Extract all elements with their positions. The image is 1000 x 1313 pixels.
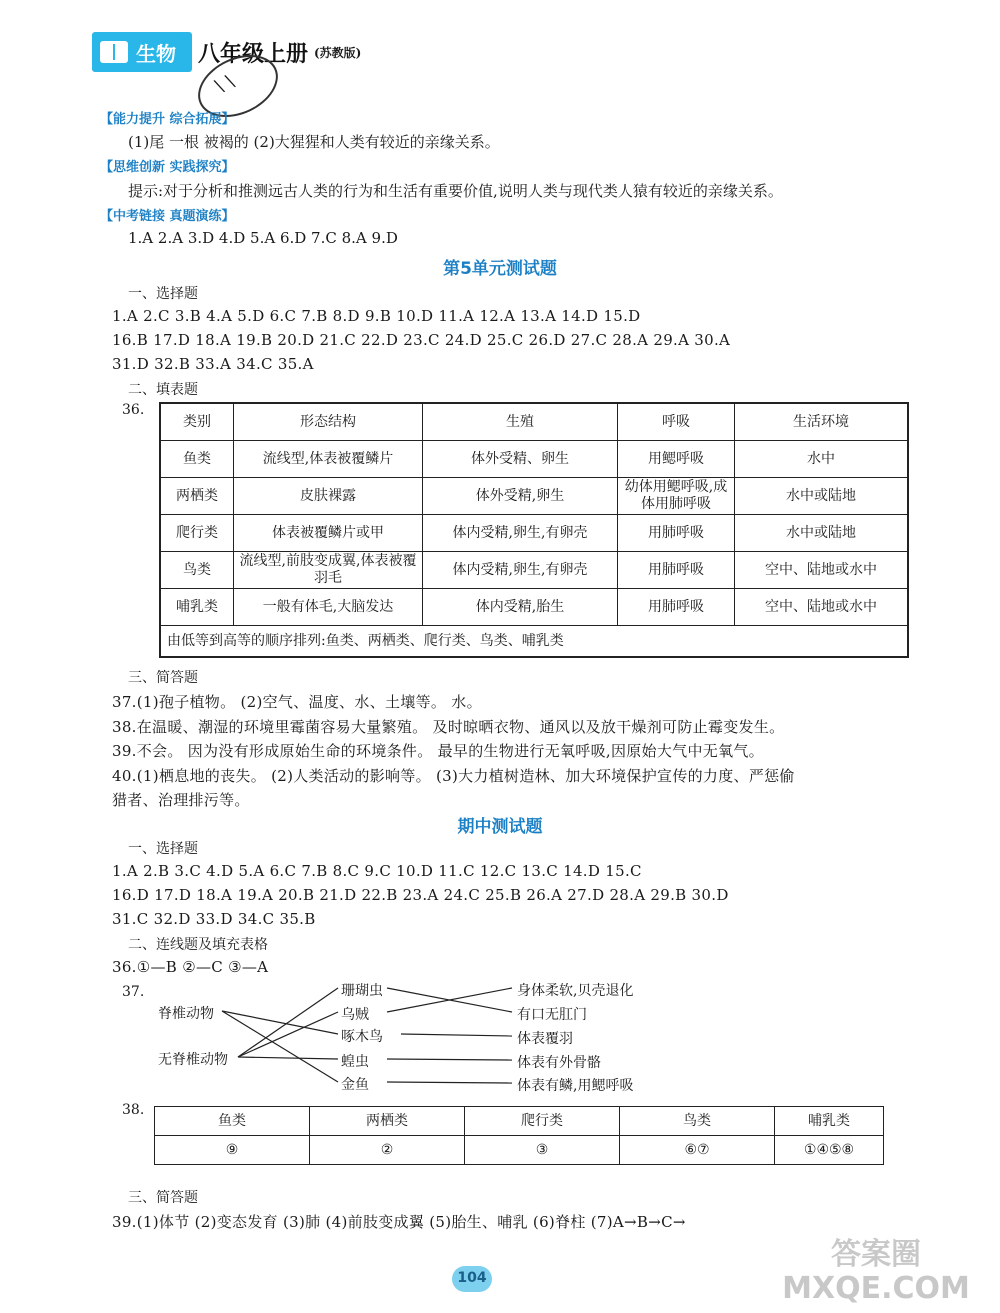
midterm-sec2: 二、连线题及填充表格 bbox=[128, 937, 268, 953]
q37-label: 37. bbox=[122, 984, 145, 1000]
tag-ability: 【能力提升 综合拓展】 bbox=[100, 112, 235, 127]
q38-label: 38. bbox=[122, 1102, 145, 1118]
handwriting-mark: \ \ bbox=[188, 43, 288, 129]
table-cell: 鸟类 bbox=[160, 552, 234, 589]
left-node-invertebrate: 无脊椎动物 bbox=[158, 1052, 228, 1068]
table-header: 鱼类 bbox=[155, 1107, 310, 1136]
table-header: 呼吸 bbox=[618, 403, 735, 441]
table-cell: 体内受精,卵生,有卵壳 bbox=[423, 515, 618, 552]
q36-label: 36. bbox=[122, 402, 145, 418]
table-cell: 空中、陆地或水中 bbox=[735, 589, 909, 626]
subject-label: 生物 bbox=[136, 42, 176, 66]
table-cell: ⑥⑦ bbox=[620, 1136, 775, 1165]
table-cell: 哺乳类 bbox=[160, 589, 234, 626]
tag-exam: 【中考链接 真题演练】 bbox=[100, 209, 235, 224]
answer-thinking: 提示:对于分析和推测远古人类的行为和生活有重要价值,说明人类与现代类人猿有较近的亲缘关系。 bbox=[128, 182, 783, 200]
edition-label: (苏教版) bbox=[314, 46, 362, 60]
answer-exam: 1.A 2.A 3.D 4.D 5.A 6.D 7.C 8.A 9.D bbox=[128, 229, 398, 247]
table-cell: ①④⑤⑧ bbox=[775, 1136, 884, 1165]
table-header: 鸟类 bbox=[620, 1107, 775, 1136]
midterm-choice-row-1: 1.A 2.B 3.C 4.D 5.A 6.C 7.B 8.C 9.C 10.D 11.C 12.C 13.C 14.D 15.C bbox=[112, 862, 642, 880]
mid-node: 珊瑚虫 bbox=[341, 983, 383, 999]
table-header: 类别 bbox=[160, 403, 234, 441]
table-cell: 体表被覆鳞片或甲 bbox=[234, 515, 423, 552]
answer-38: 38.在温暖、潮湿的环境里霉菌容易大量繁殖。 及时晾晒衣物、通风以及放干燥剂可防止霉变发生。 bbox=[112, 718, 785, 736]
table-header-row bbox=[155, 1107, 884, 1136]
answer-39-midterm: 39.(1)体节 (2)变态发育 (3)肺 (4)前肢变成翼 (5)胎生、哺乳 (6)脊柱 (7)A→B→C→ bbox=[112, 1213, 686, 1231]
page-number-badge bbox=[452, 1266, 492, 1292]
table-cell: 幼体用鳃呼吸,成体用肺呼吸 bbox=[618, 478, 735, 515]
unit5-sec1: 一、选择题 bbox=[128, 286, 198, 302]
tag-thinking: 【思维创新 实践探究】 bbox=[100, 160, 235, 175]
answer-40-cont: 猎者、治理排污等。 bbox=[112, 791, 250, 809]
table-footer: 由低等到高等的顺序排列:鱼类、两栖类、爬行类、鸟类、哺乳类 bbox=[160, 626, 908, 658]
right-node: 有口无肛门 bbox=[517, 1007, 587, 1023]
mid-node: 乌贼 bbox=[341, 1007, 369, 1023]
table-header: 两栖类 bbox=[310, 1107, 465, 1136]
table-cell: 体外受精、卵生 bbox=[423, 441, 618, 478]
animal-class-table bbox=[154, 1106, 884, 1165]
right-node: 身体柔软,贝壳退化 bbox=[517, 983, 634, 999]
table-cell: ② bbox=[310, 1136, 465, 1165]
unit5-choice-row-2: 16.B 17.D 18.A 19.B 20.D 21.C 22.D 23.C 24.D 25.C 26.D 27.C 28.A 29.A 30.A bbox=[112, 331, 731, 349]
table-header: 生殖 bbox=[423, 403, 618, 441]
grade-label: 八年级上册 bbox=[198, 42, 309, 67]
table-header: 形态结构 bbox=[234, 403, 423, 441]
unit5-choice-row-3: 31.D 32.B 33.A 34.C 35.A bbox=[112, 355, 314, 373]
midterm-choice-row-3: 31.C 32.D 33.D 34.C 35.B bbox=[112, 910, 316, 928]
table-cell: ③ bbox=[465, 1136, 620, 1165]
table-cell: 流线型,前肢变成翼,体表被覆羽毛 bbox=[234, 552, 423, 589]
table-cell: 水中 bbox=[735, 441, 909, 478]
answer-ability: (1)尾 一根 被褐的 (2)大猩猩和人类有较近的亲缘关系。 bbox=[128, 133, 500, 151]
answer-37: 37.(1)孢子植物。 (2)空气、温度、水、土壤等。 水。 bbox=[112, 693, 482, 711]
right-node: 体表覆羽 bbox=[517, 1031, 573, 1047]
midterm-sec1: 一、选择题 bbox=[128, 841, 198, 857]
right-node: 体表有鳞,用鳃呼吸 bbox=[517, 1078, 634, 1094]
table-cell: 体内受精,卵生,有卵壳 bbox=[423, 552, 618, 589]
unit5-choice-row-1: 1.A 2.C 3.B 4.A 5.D 6.C 7.B 8.D 9.B 10.D 11.A 12.A 13.A 14.D 15.D bbox=[112, 307, 641, 325]
table-cell: 水中或陆地 bbox=[735, 515, 909, 552]
table-cell: 水中或陆地 bbox=[735, 478, 909, 515]
mid-node: 蝗虫 bbox=[341, 1054, 369, 1070]
table-cell: 用肺呼吸 bbox=[618, 515, 735, 552]
table-cell: 用肺呼吸 bbox=[618, 589, 735, 626]
answer-39: 39.不会。 因为没有形成原始生命的环境条件。 最早的生物进行无氧呼吸,因原始大气中无氧气。 bbox=[112, 742, 764, 760]
table-cell: 鱼类 bbox=[160, 441, 234, 478]
table-cell: 一般有体毛,大脑发达 bbox=[234, 589, 423, 626]
table-cell: 空中、陆地或水中 bbox=[735, 552, 909, 589]
table-cell: ⑨ bbox=[155, 1136, 310, 1165]
right-node: 体表有外骨骼 bbox=[517, 1055, 601, 1071]
answer-40: 40.(1)栖息地的丧失。 (2)人类活动的影响等。 (3)大力植树造林、加大环境保护宣传的力度、严惩偷 bbox=[112, 767, 795, 785]
midterm-title: 期中测试题 bbox=[457, 817, 543, 837]
table-cell: 爬行类 bbox=[160, 515, 234, 552]
unit5-sec3: 三、简答题 bbox=[128, 670, 198, 686]
table-cell: 皮肤裸露 bbox=[234, 478, 423, 515]
watermark: 答案圈 MXQE.COM bbox=[782, 1237, 970, 1306]
midterm-choice-row-2: 16.D 17.D 18.A 19.A 20.B 21.D 22.B 23.A 24.C 25.B 26.A 27.D 28.A 29.B 30.D bbox=[112, 886, 729, 904]
table-row bbox=[155, 1136, 884, 1165]
table-cell: 两栖类 bbox=[160, 478, 234, 515]
table-header: 哺乳类 bbox=[775, 1107, 884, 1136]
table-cell: 体外受精,卵生 bbox=[423, 478, 618, 515]
table-header: 生活环境 bbox=[735, 403, 909, 441]
table-cell: 流线型,体表被覆鳞片 bbox=[234, 441, 423, 478]
mid-node: 啄木鸟 bbox=[341, 1029, 383, 1045]
answer-36-midterm: 36.①—B ②—C ③—A bbox=[112, 958, 269, 976]
table-cell: 体内受精,胎生 bbox=[423, 589, 618, 626]
left-node-vertebrate: 脊椎动物 bbox=[158, 1006, 214, 1022]
mid-node: 金鱼 bbox=[341, 1077, 369, 1093]
table-header: 爬行类 bbox=[465, 1107, 620, 1136]
unit5-sec2: 二、填表题 bbox=[128, 382, 198, 398]
page-number: 104 bbox=[457, 1270, 487, 1286]
table-cell: 用肺呼吸 bbox=[618, 552, 735, 589]
table-cell: 用鳃呼吸 bbox=[618, 441, 735, 478]
midterm-sec3: 三、简答题 bbox=[128, 1190, 198, 1206]
unit5-title: 第5单元测试题 bbox=[443, 259, 557, 279]
